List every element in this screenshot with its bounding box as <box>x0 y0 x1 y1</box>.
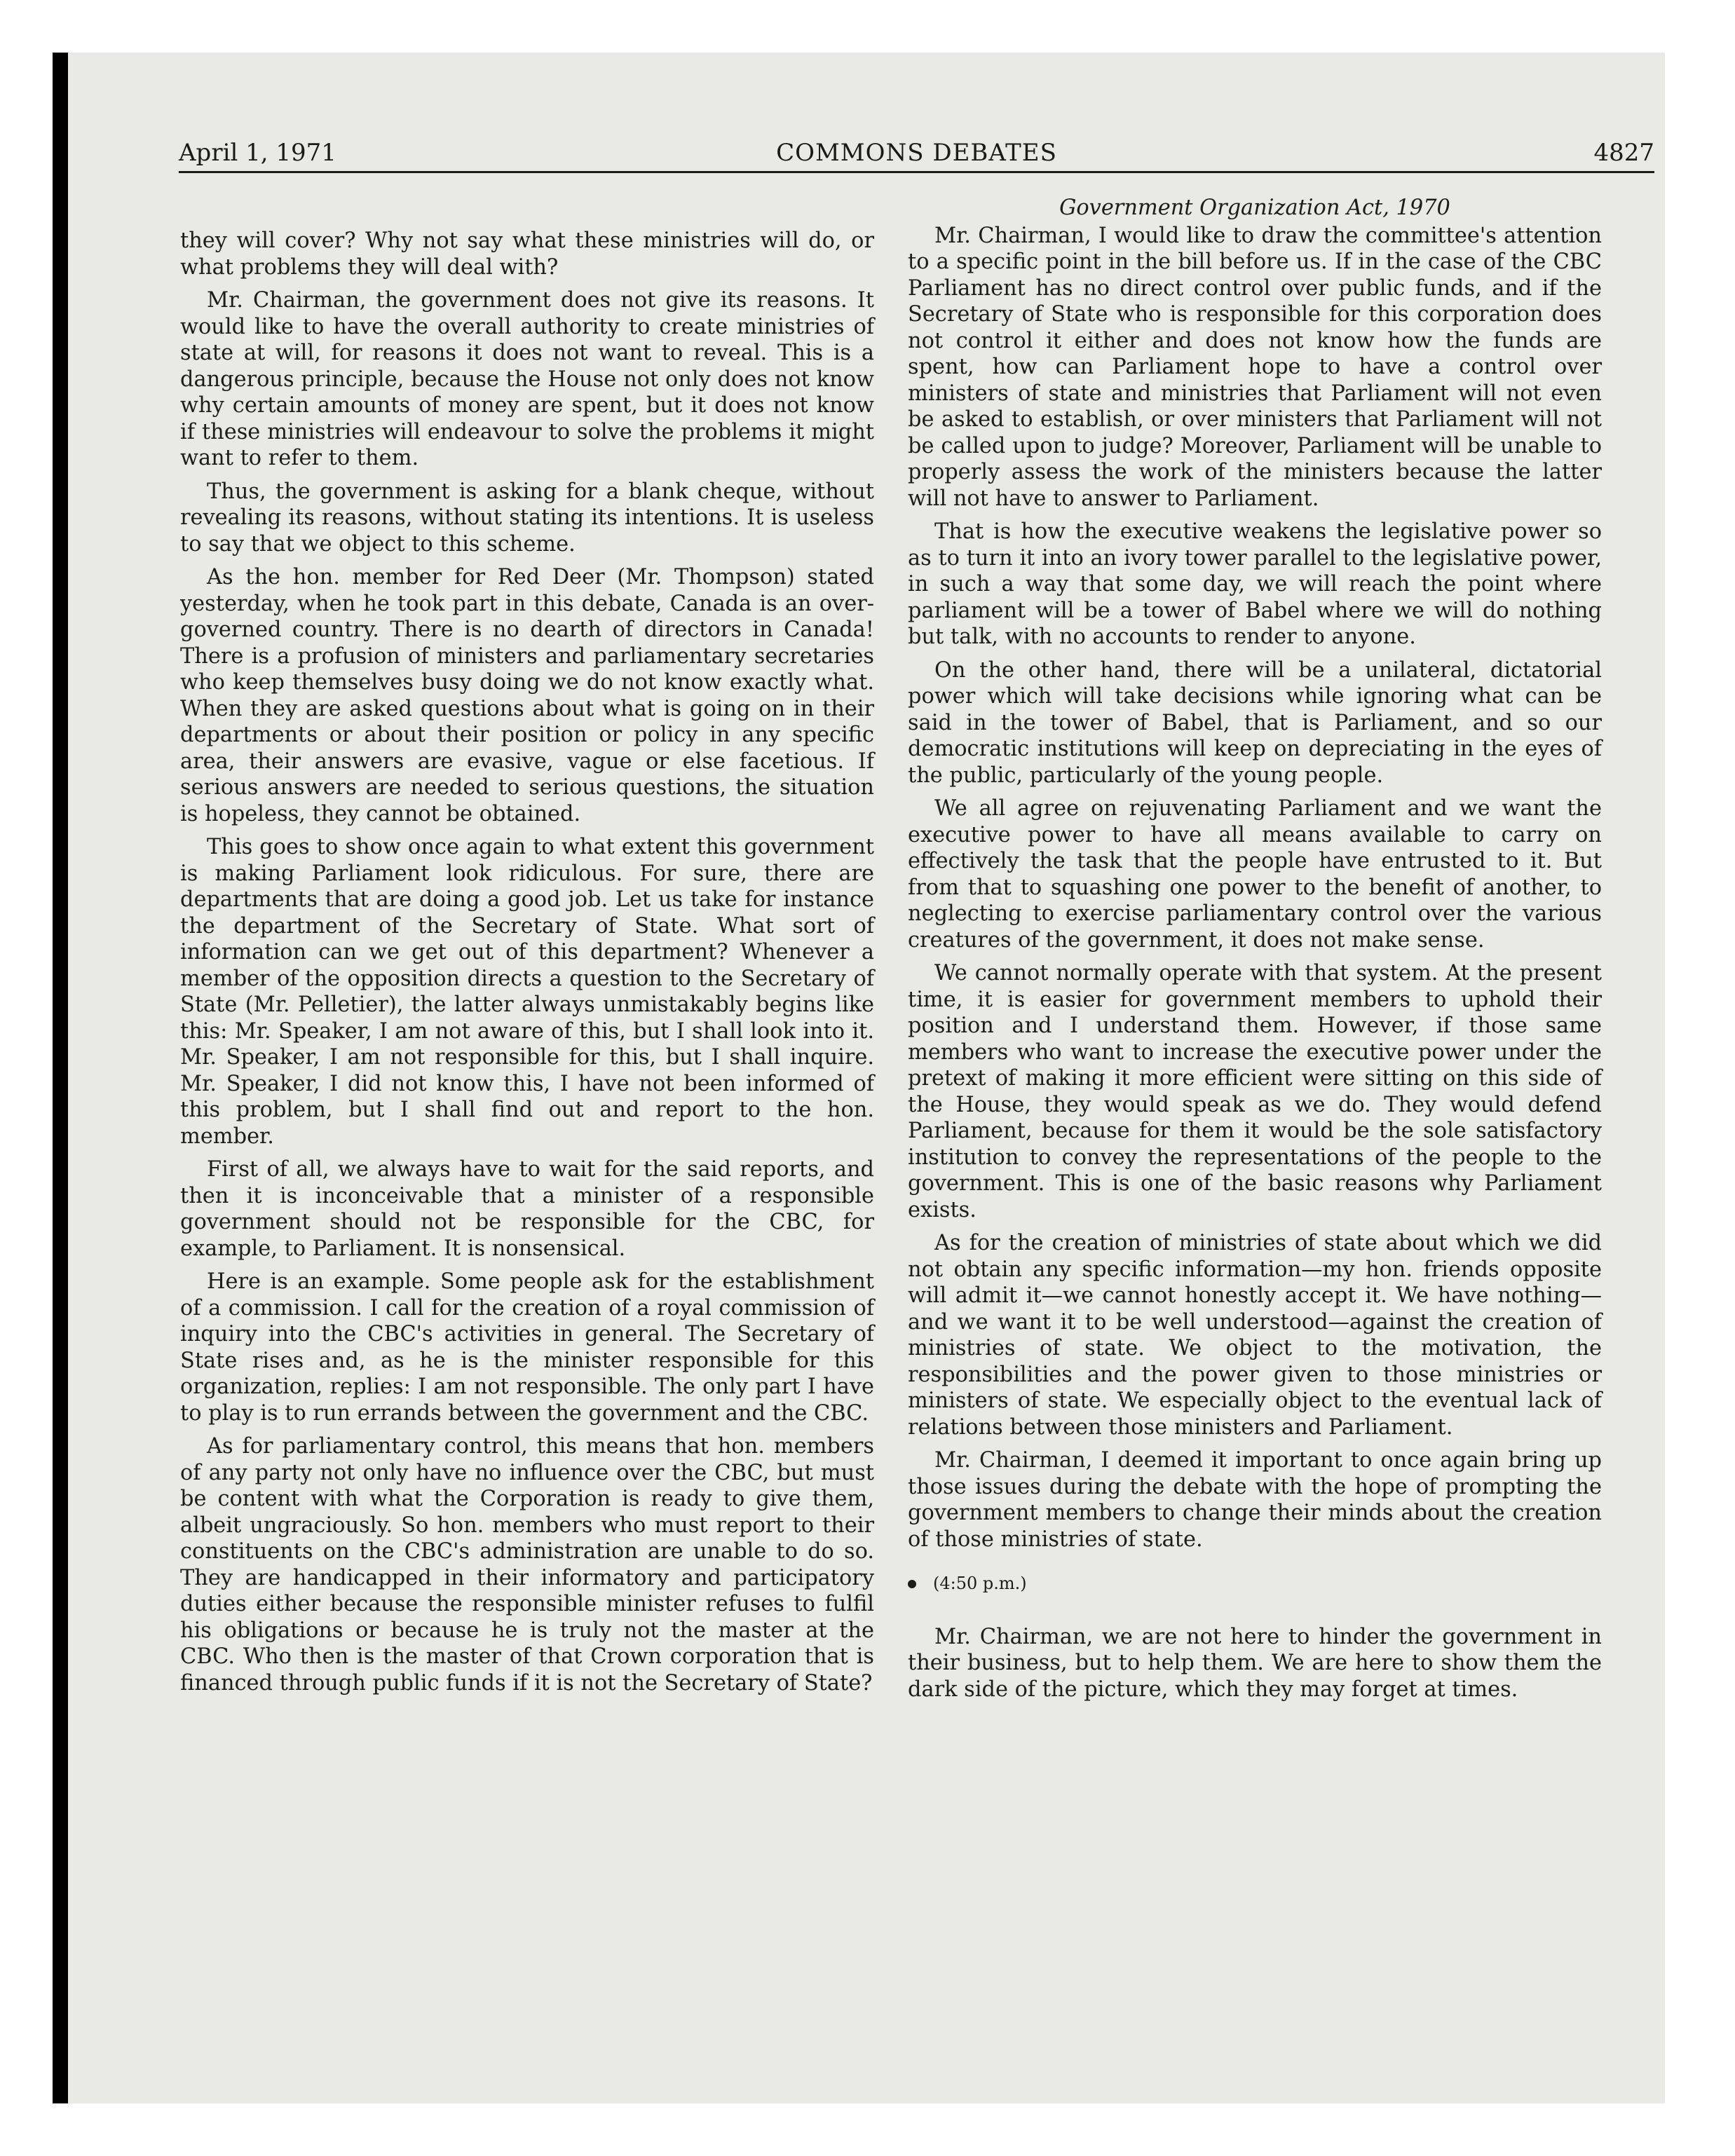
paragraph: Mr. Chairman, I deemed it important to once again bring up those issues during the debate with the hope of prompting the government members to change their minds about the creation of those ministries of state. <box>908 1448 1602 1552</box>
paragraph: Mr. Chairman, we are not here to hinder the government in their business, but to help them. We are here to show them the dark side of the picture, which they may forget at times. <box>908 1624 1602 1702</box>
paragraph: Mr. Chairman, I would like to draw the committee's attention to a specific point in the bill before us. If in the case of the CBC Parliament has no direct control over public funds, and if the Secretary of State who is responsible for this corporation does not control it either and does not know how the funds are spent, how can Parliament hope to have a control over ministers of state and ministries that Parliament will not even be asked to establish, or over ministers that Parliament will not be called upon to judge? Moreover, Parliament will be unable to properly assess the work of the ministers because the latter will not have to answer to Parliament. <box>908 223 1602 511</box>
timestamp-marker <box>908 1571 1602 1597</box>
section-heading: Government Organization Act, 1970 <box>1059 196 1450 220</box>
timestamp: (4:50 p.m.) <box>933 1574 1027 1593</box>
scanned-page <box>53 53 1665 2103</box>
paragraph: On the other hand, there will be a unilateral, dictatorial power which will take decisions while ignoring what can be said in the tower of Babel, that is Parliament, and so our democratic institutions will keep on depreciating in the eyes of the public, particularly of the young people. <box>908 657 1602 788</box>
running-header <box>179 133 1654 173</box>
paragraph: Thus, the government is asking for a blank cheque, without revealing its reasons, without stating its intentions. It is useless to say that we object to this scheme. <box>180 479 874 557</box>
page-number: 4827 <box>1593 139 1654 167</box>
bullet-icon <box>908 1580 916 1588</box>
binding-edge <box>53 53 68 2103</box>
paragraph: As the hon. member for Red Deer (Mr. Thompson) stated yesterday, when he took part in this debate, Canada is an over-governed country. There is no dearth of directors in Canada! There is a profusion of ministers and parliamentary secretaries who keep themselves busy doing we do not know exactly what. When they are asked questions about what is going on in their departments or about their position or policy in any specific area, their answers are evasive, vague or else facetious. If serious answers are needed to serious questions, the situation is hopeless, they cannot be obtained. <box>180 565 874 826</box>
header-date: April 1, 1971 <box>179 139 336 167</box>
paragraph: This goes to show once again to what extent this government is making Parliament look ridiculous. For sure, there are departments that are doing a good job. Let us take for instance the department of the Secretary of State. What sort of information can we get out of this department? Whenever a member of the opposition directs a question to the Secretary of State (Mr. Pelletier), the latter always unmistakably begins like this: Mr. Speaker, I am not aware of this, but I shall look into it. Mr. Speaker, I am not responsible for this, but I shall inquire. Mr. Speaker, I did not know this, I have not been informed of this problem, but I shall find out and report to the hon. member. <box>180 835 874 1149</box>
paragraph: First of all, we always have to wait for the said reports, and then it is inconceivable that a minister of a responsible government should not be responsible for the CBC, for example, to Parliament. It is nonsensical. <box>180 1157 874 1261</box>
paragraph: As for the creation of ministries of state about which we did not obtain any specific information—my hon. friends opposite will admit it—we cannot honestly accept it. We have nothing—and we want it to be well understood—against the creation of ministries of state. We object to the motivation, the responsibilities and the power given to those ministries or ministers of state. We especially object to the eventual lack of relations between those ministers and Parliament. <box>908 1231 1602 1440</box>
header-title: COMMONS DEBATES <box>776 139 1057 167</box>
paragraph: That is how the executive weakens the legislative power so as to turn it into an ivory tower parallel to the legislative power, in such a way that some day, we will reach the point where parliament will be a tower of Babel where we will do nothing but talk, with no accounts to render to anyone. <box>908 519 1602 649</box>
paragraph: We all agree on rejuvenating Parliament and we want the executive power to have all means available to carry on effectively the task that the people have entrusted to it. But from that to squashing one power to the benefit of another, to neglecting to exercise parliamentary control over the various creatures of the government, it does not make sense. <box>908 796 1602 953</box>
paragraph: As for parliamentary control, this means that hon. members of any party not only have no influence over the CBC, but must be content with what the Corporation is ready to give them, albeit ungraciously. So hon. members who must report to their constituents on the CBC's administration are unable to do so. They are handicapped in their informatory and participatory duties either because the responsible minister refuses to fulfil his obligations or because he is truly not the master at the CBC. Who then is the master of that Crown corporation that is financed through public funds if it is not the Secretary of State? <box>180 1434 874 1696</box>
paragraph: We cannot normally operate with that system. At the present time, it is easier for government members to uphold their position and I understand them. However, if those same members who want to increase the executive power under the pretext of making it more efficient were sitting on this side of the House, they would speak as we do. They would defend Parliament, because for them it would be the sole satisfactory institution to convey the representations of the people to the government. This is one of the basic reasons why Parliament exists. <box>908 961 1602 1222</box>
paragraph: Here is an example. Some people ask for the establishment of a commission. I call for the creation of a royal commission of inquiry into the CBC's activities in general. The Secretary of State rises and, as he is the minister responsible for this organization, replies: I am not responsible. The only part I have to play is to run errands between the government and the CBC. <box>180 1269 874 1426</box>
right-column <box>908 195 1602 1710</box>
paragraph: they will cover? Why not say what these ministries will do, or what problems they will deal with? <box>180 228 874 280</box>
left-column <box>180 228 874 1703</box>
paragraph: Mr. Chairman, the government does not give its reasons. It would like to have the overall authority to create ministries of state at will, for reasons it does not want to reveal. This is a dangerous principle, because the House not only does not know why certain amounts of money are spent, but it does not know if these ministries will endeavour to solve the problems it might want to refer to them. <box>180 288 874 470</box>
